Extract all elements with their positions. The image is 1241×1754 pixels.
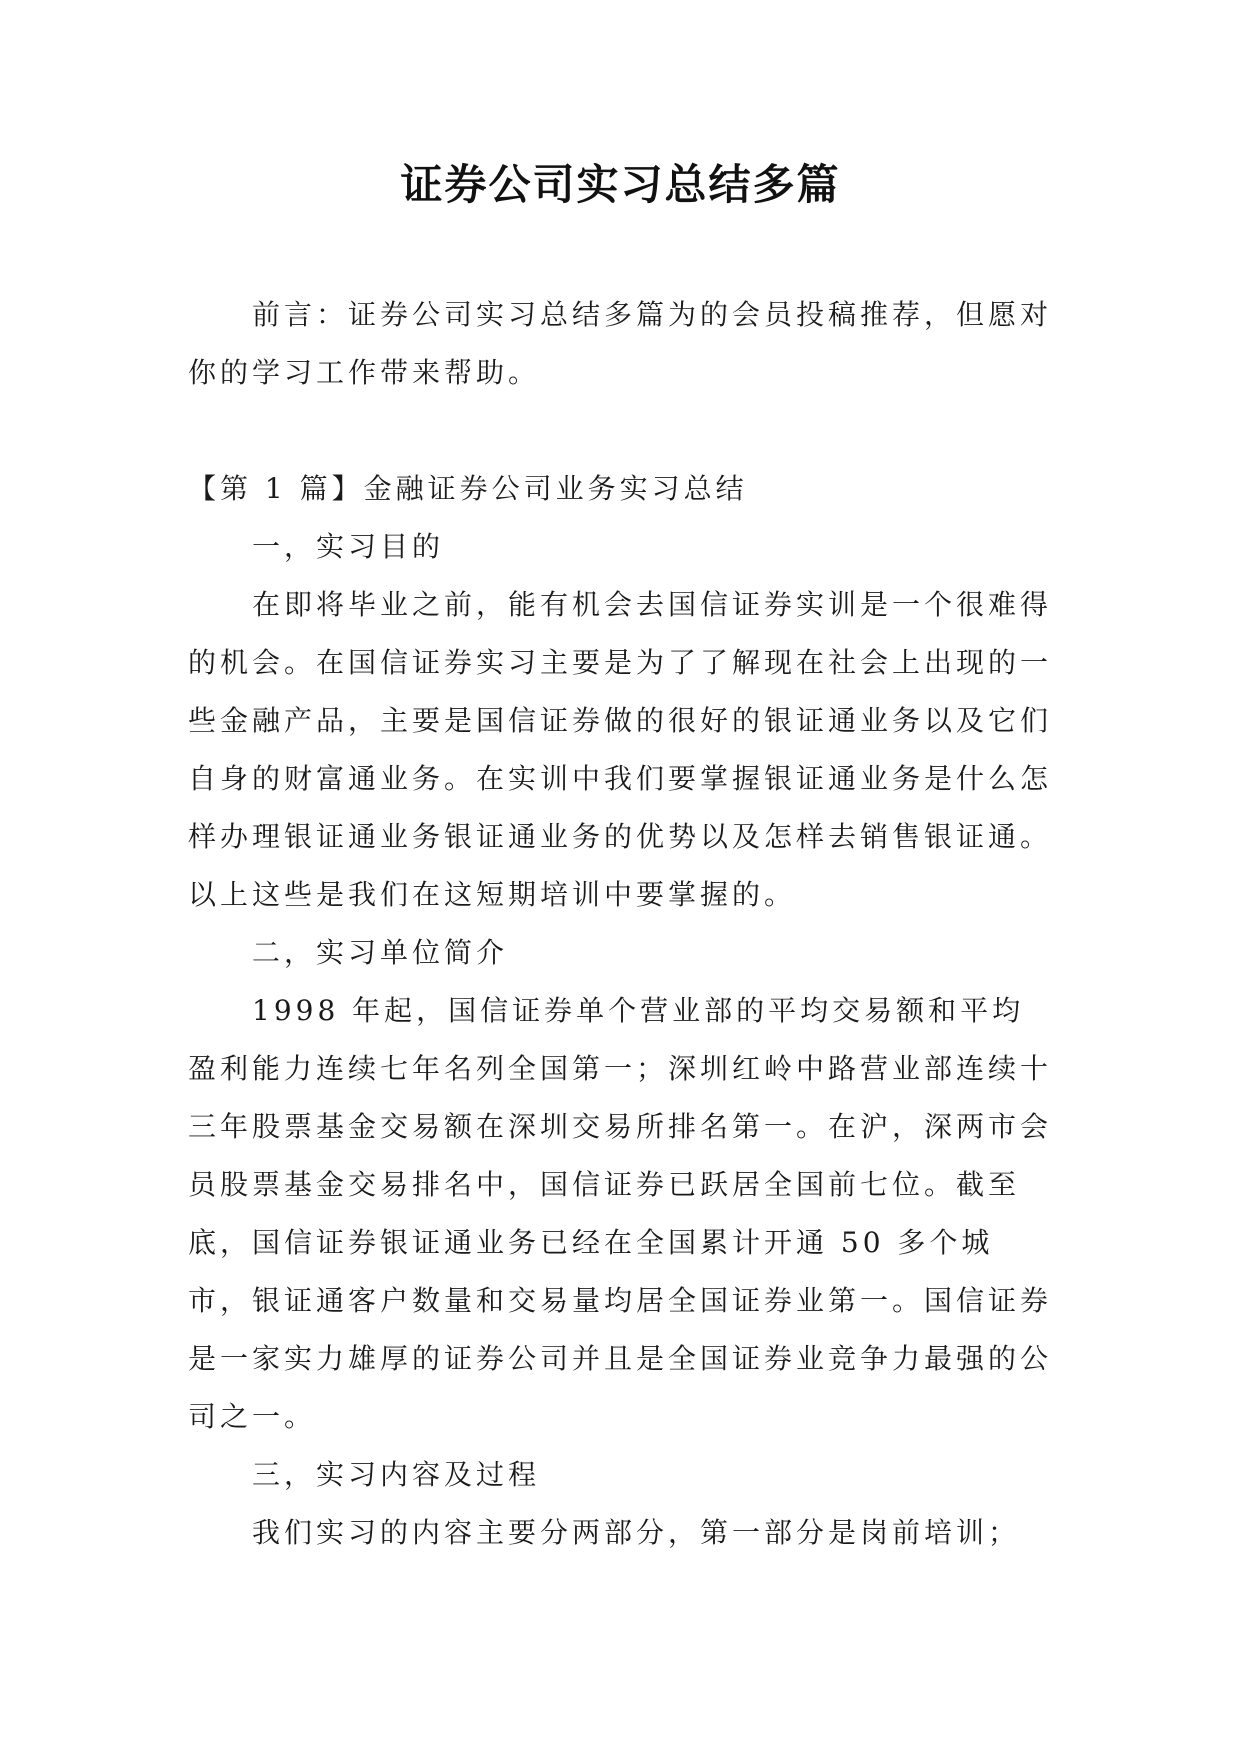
- article-body: [188, 460, 1054, 1562]
- document-title: 证券公司实习总结多篇: [400, 160, 841, 209]
- section-heading: 二，实习单位简介: [252, 936, 509, 969]
- section-paragraph: 在即将毕业之前，能有机会去国信证券实训是一个很难得的机会。在国信证券实习主要是为了了解现在社会上出现的一些金融产品，主要是国信证券做的很好的银证通业务以及它们自身的财富通业务。在实训中我们要掌握银证通业务是什么怎样办理银证通业务银证通业务的优势以及怎样去销售银证通。以上这些是我们在这短期培训中要掌握的。: [188, 588, 1053, 911]
- section-heading: 一，实习目的: [252, 530, 445, 563]
- preface-paragraph: 前言：证券公司实习总结多篇为的会员投稿推荐，但愿对你的学习工作带来帮助。: [188, 298, 1053, 389]
- section-paragraph: 1998 年起，国信证券单个营业部的平均交易额和平均盈利能力连续七年名列全国第一；深圳红岭中路营业部连续十三年股票基金交易额在深圳交易所排名第一。在沪，深两市会员股票基金交易排名中，国信证券已跃居全国前七位。截至底，国信证券银证通业务已经在全国累计开通 50 多个城市，银证通客户数量和交易量均居全国证券业第一。国信证券是一家实力雄厚的证券公司并且是全国证券业竞争力最强的公司之一。: [188, 994, 1053, 1433]
- article-heading: 【第 1 篇】金融证券公司业务实习总结: [188, 472, 748, 505]
- preface-block: [188, 286, 1054, 402]
- section-paragraph: 我们实习的内容主要分两部分，第一部分是岗前培训；: [252, 1516, 1021, 1549]
- section-heading: 三，实习内容及过程: [252, 1458, 541, 1491]
